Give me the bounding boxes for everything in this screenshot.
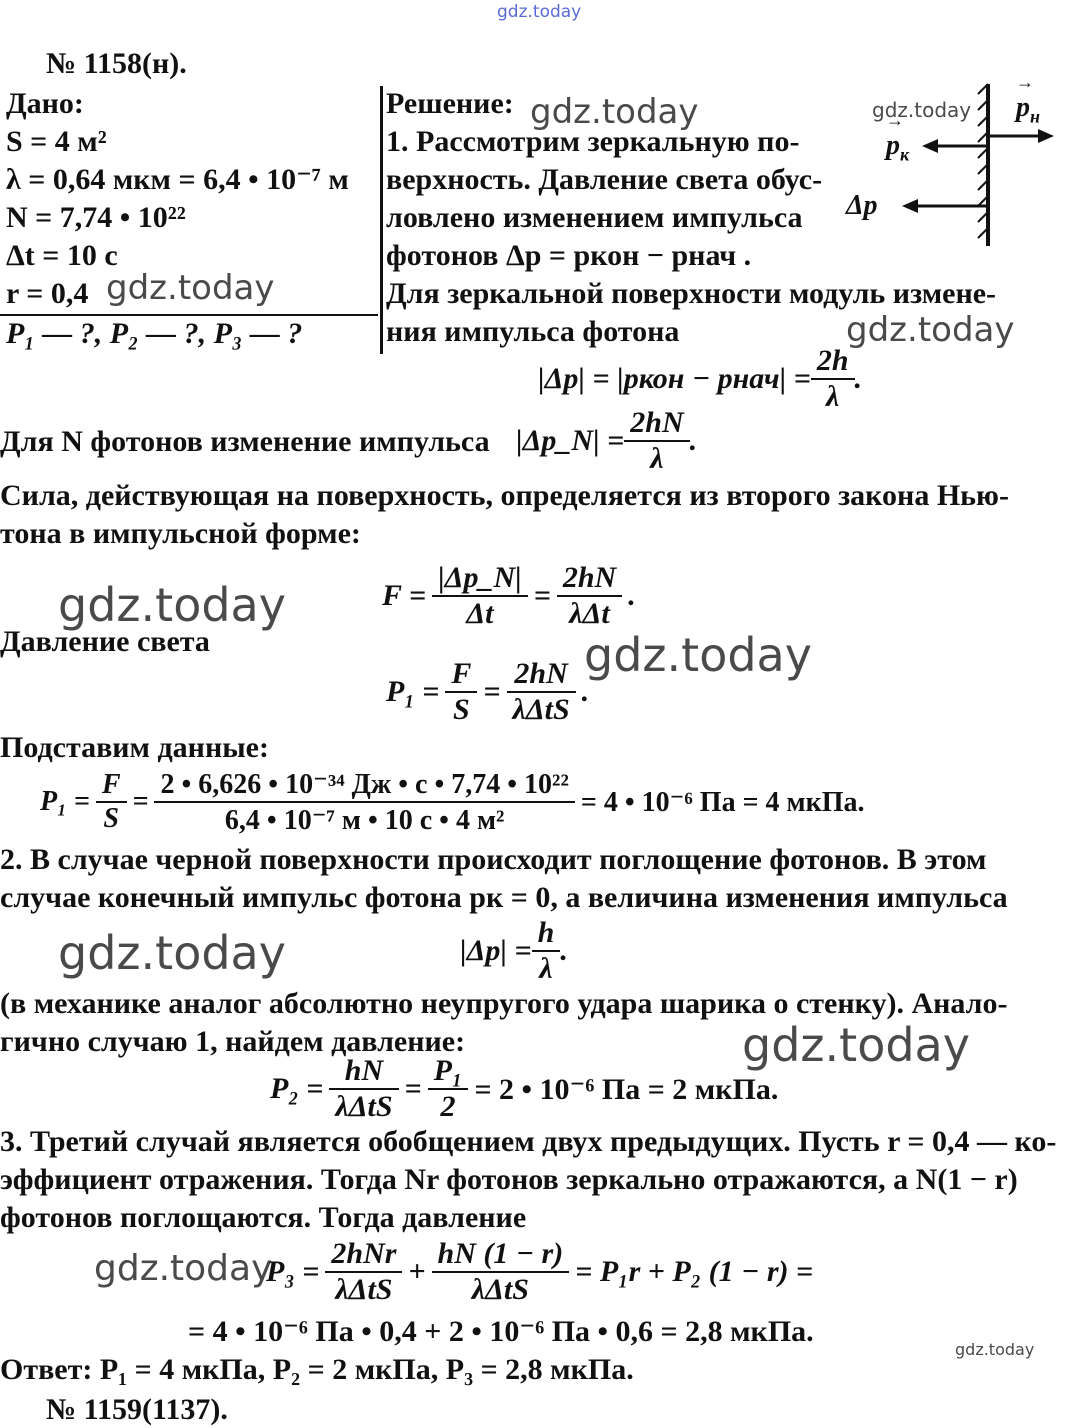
watermark-top: gdz.today bbox=[497, 2, 582, 22]
equation-dp-mirror: |Δp| = |pкон − pнач| = $\frac{2h}{\lambda}$ . bbox=[538, 344, 863, 413]
watermark: gdz.today bbox=[742, 1018, 970, 1072]
given-vertical-rule bbox=[380, 86, 383, 354]
given-title: Дано: bbox=[6, 87, 84, 120]
text-third-1: 3. Третий случай является обобщением двух предыдущих. Пусть r = 0,4 — ко- bbox=[0, 1125, 1057, 1158]
wall-icon bbox=[978, 84, 988, 246]
given-line-wavelength: λ = 0,64 мкм = 6,4 • 10⁻⁷ м bbox=[6, 163, 349, 196]
equation-result-3: = 4 • 10⁻⁶ Па • 0,4 + 2 • 10⁻⁶ Па • 0,6 = 2,8 мкПа. bbox=[188, 1315, 814, 1348]
solution-line-6: ния импульса фотона bbox=[386, 315, 680, 348]
diagram-label-pn: → $p_н$ bbox=[1016, 92, 1040, 128]
solution-line-3: ловлено изменением импульса bbox=[386, 201, 803, 234]
text-substitute: Подставим данные: bbox=[0, 731, 269, 764]
solution-title: Решение: bbox=[386, 87, 514, 120]
given-find: P₁ — ?, P₂ — ?, P₃ — ? bbox=[6, 317, 303, 350]
diagram-label-dp: Δp bbox=[846, 190, 878, 221]
watermark-small: gdz.today bbox=[872, 98, 972, 122]
watermark: gdz.today bbox=[530, 92, 699, 132]
text-black-1: 2. В случае черной поверхности происходит поглощение фотонов. В этом bbox=[0, 843, 987, 876]
watermark: gdz.today bbox=[846, 310, 1015, 350]
solution-line-1: 1. Рассмотрим зеркальную по- bbox=[386, 125, 800, 158]
given-line-time: Δt = 10 с bbox=[6, 239, 118, 272]
solution-line-5: Для зеркальной поверхности модуль измене- bbox=[386, 277, 997, 310]
solution-line-4: фотонов Δp = pкон − pнач . bbox=[386, 239, 752, 272]
text-force-1: Сила, действующая на поверхность, определяется из второго закона Нью- bbox=[0, 479, 1009, 512]
text-third-2: эффициент отражения. Тогда Nr фотонов зеркально отражаются, а N(1 − r) bbox=[0, 1163, 1018, 1196]
given-line-reflection: r = 0,4 bbox=[6, 277, 89, 310]
solution-line-2: верхность. Давление света обус- bbox=[386, 163, 823, 196]
given-line-area: S = 4 м² bbox=[6, 125, 107, 158]
text-third-3: фотонов поглощаются. Тогда давление bbox=[0, 1201, 527, 1234]
equation-pressure-1: P₁ = $\frac{F}{S}$ = 2hN λΔtS . bbox=[386, 657, 590, 726]
watermark: gdz.today bbox=[584, 628, 812, 682]
equation-dp-n: |Δp_N| = $\frac{2hN}{\lambda}$ . bbox=[516, 406, 698, 475]
equation-dp-black: |Δp| = $\frac{h}{\lambda}$ . bbox=[460, 916, 568, 985]
text-force-2: тона в импульсной форме: bbox=[0, 517, 361, 550]
watermark: gdz.today bbox=[58, 578, 286, 632]
text-mechanics-1: (в механике аналог абсолютно неупругого удара шарика о стенку). Анало- bbox=[0, 987, 1008, 1020]
equation-pressure-2: P₂ = hN λΔtS = $\frac{\text{P₁}}{2}$ = 2 • 10⁻⁶ Па = 2 мкПа. bbox=[270, 1054, 779, 1123]
watermark: gdz.today bbox=[58, 926, 286, 980]
arrow-p-initial-icon bbox=[988, 129, 1054, 143]
equation-force: F = $\frac{|\Delta p\_N|}{\Delta t}$ = 2hN λΔt . bbox=[382, 561, 636, 630]
equation-substitution: P₁ = $\frac{F}{S}$ = 2 • 6,626 • 10⁻³⁴ Дж • с • 7,74 • 10²² 6,4 • 10⁻⁷ м • 10 с • 4 м² = 4 • 10⁻⁶ Па = 4 мкПа. bbox=[40, 769, 865, 836]
text-n-photons: Для N фотонов изменение импульса bbox=[0, 425, 490, 458]
given-line-photons: N = 7,74 • 10²² bbox=[6, 201, 186, 234]
next-problem-number: № 1159(1137). bbox=[46, 1393, 228, 1426]
equation-pressure-3: P₃ = 2hNr λΔtS + hN (1 − r) λΔtS = P₁r + P₂ (1 − r) = bbox=[266, 1237, 814, 1306]
text-mechanics-2: гично случаю 1, найдем давление: bbox=[0, 1025, 466, 1058]
watermark: gdz.today bbox=[106, 268, 275, 308]
watermark-small: gdz.today bbox=[955, 1340, 1035, 1359]
answer: Ответ: P₁ = 4 мкПа, P₂ = 2 мкПа, P₃ = 2,8 мкПа. bbox=[0, 1353, 634, 1386]
diagram-label-pk: → $p_к$ bbox=[886, 130, 909, 166]
text-pressure-label: Давление света bbox=[0, 625, 210, 658]
text-black-2: случае конечный импульс фотона pк = 0, а величина изменения импульса bbox=[0, 881, 1008, 914]
watermark: gdz.today bbox=[94, 1248, 273, 1289]
problem-number: № 1158(н). bbox=[46, 47, 187, 80]
arrow-delta-p-icon bbox=[902, 199, 986, 213]
arrow-p-final-icon bbox=[922, 139, 986, 153]
